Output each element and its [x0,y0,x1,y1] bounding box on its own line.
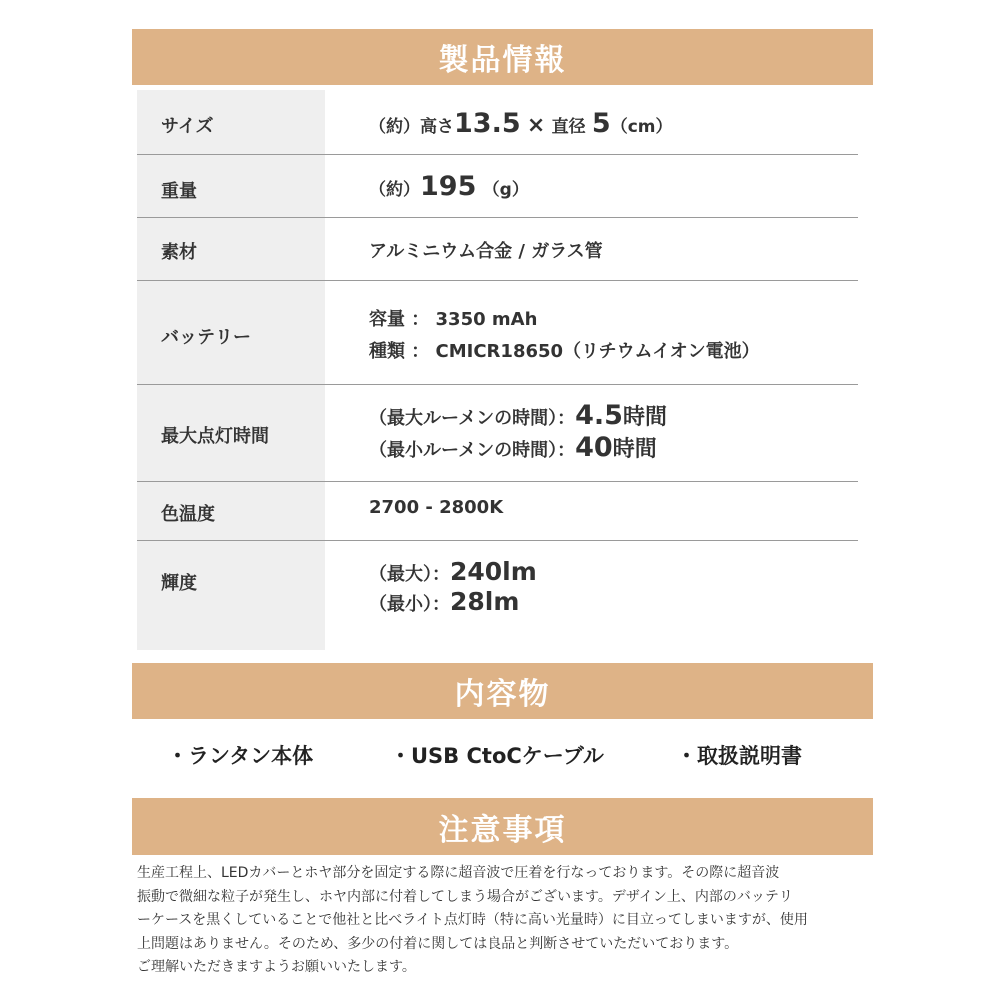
spec-label-material: 素材 [161,242,197,263]
spec-section-title: 製品情報 [438,43,567,78]
size-dia-label: 直径 [551,117,586,137]
size-times: × [526,113,546,138]
size-unit: （cm） [610,117,673,137]
brightness-min [369,587,519,616]
spec-row-material [137,218,858,280]
spec-row-size [137,90,858,154]
spec-row-color-temp [137,482,858,540]
notes-line: ご理解いただきますようお願いいたします。 [137,959,416,975]
notes-line: ーケースを黒くしていることで他社と比べライト点灯時（特に高い光量時）に目立ってしまいますが、使用 [137,912,808,928]
spec-table [137,90,858,650]
notes-line: 上問題はありません。そのため、多少の付着に関しては良品と判断させていただいております。 [137,935,739,952]
spec-row-battery [137,281,858,384]
size-dia: 5 [591,108,611,139]
notes-line: 生産工程上、LEDカバーとホヤ部分を固定する際に超音波で圧着を行なっております。その際に超音波 [137,865,780,881]
spec-value-color-temp: 2700 - 2800K [369,497,504,518]
runtime-min-suffix: 時間 [612,437,657,462]
brightness-max [369,557,537,586]
contents-item-cable: ・USB CtoCケーブル [390,744,604,768]
spec-value-material: アルミニウム合金 / ガラス管 [369,241,603,262]
spec-value-weight [369,171,529,202]
battery-capacity: 容量 ： 3350 mAh [369,309,538,330]
weight-unit: （g） [482,180,529,200]
contents-item-lantern: ・ランタン本体 [167,744,314,768]
runtime-max-prefix: （最大ルーメンの時間）： [369,408,576,429]
spec-label-size: サイズ [161,116,214,137]
spec-value-size [369,108,673,139]
brightness-max-prefix: （最大）： [369,564,450,585]
spec-label-battery: バッテリー [161,327,251,348]
spec-section-banner [132,29,873,85]
runtime-max [369,400,667,431]
runtime-max-suffix: 時間 [622,405,667,430]
brightness-min-value: 28lm [450,587,520,616]
runtime-min [369,432,657,463]
notes-section-title: 注意事項 [438,812,567,848]
spec-row-runtime [137,385,858,481]
notes-text [137,862,867,980]
contents-section-banner [132,663,873,719]
notes-section-banner [132,798,873,855]
brightness-min-prefix: （最小）： [369,594,450,615]
notes-line: 振動で微細な粒子が発生し、ホヤ内部に付着してしまう場合がございます。デザイン上、内部のバッテリ [137,888,793,905]
spec-label-runtime: 最大点灯時間 [161,426,269,447]
battery-type: 種類 ： CMICR18650（リチウムイオン電池） [369,341,760,362]
spec-label-brightness: 輝度 [161,573,197,594]
spec-row-weight [137,155,858,217]
contents-item-manual: ・取扱説明書 [676,744,802,768]
contents-list [0,740,1000,774]
runtime-max-value: 4.5 [575,400,623,431]
weight-prefix: （約） [369,180,420,200]
weight-value: 195 [420,171,477,202]
spec-label-weight: 重量 [161,181,197,202]
spec-row-brightness [137,541,858,650]
runtime-min-value: 40 [575,432,613,463]
brightness-max-value: 240lm [450,557,537,586]
contents-section-title: 内容物 [454,677,551,712]
runtime-min-prefix: （最小ルーメンの時間）： [369,440,576,461]
spec-label-color-temp: 色温度 [161,504,215,525]
size-prefix: （約）高さ [369,117,454,137]
size-height: 13.5 [454,108,521,139]
